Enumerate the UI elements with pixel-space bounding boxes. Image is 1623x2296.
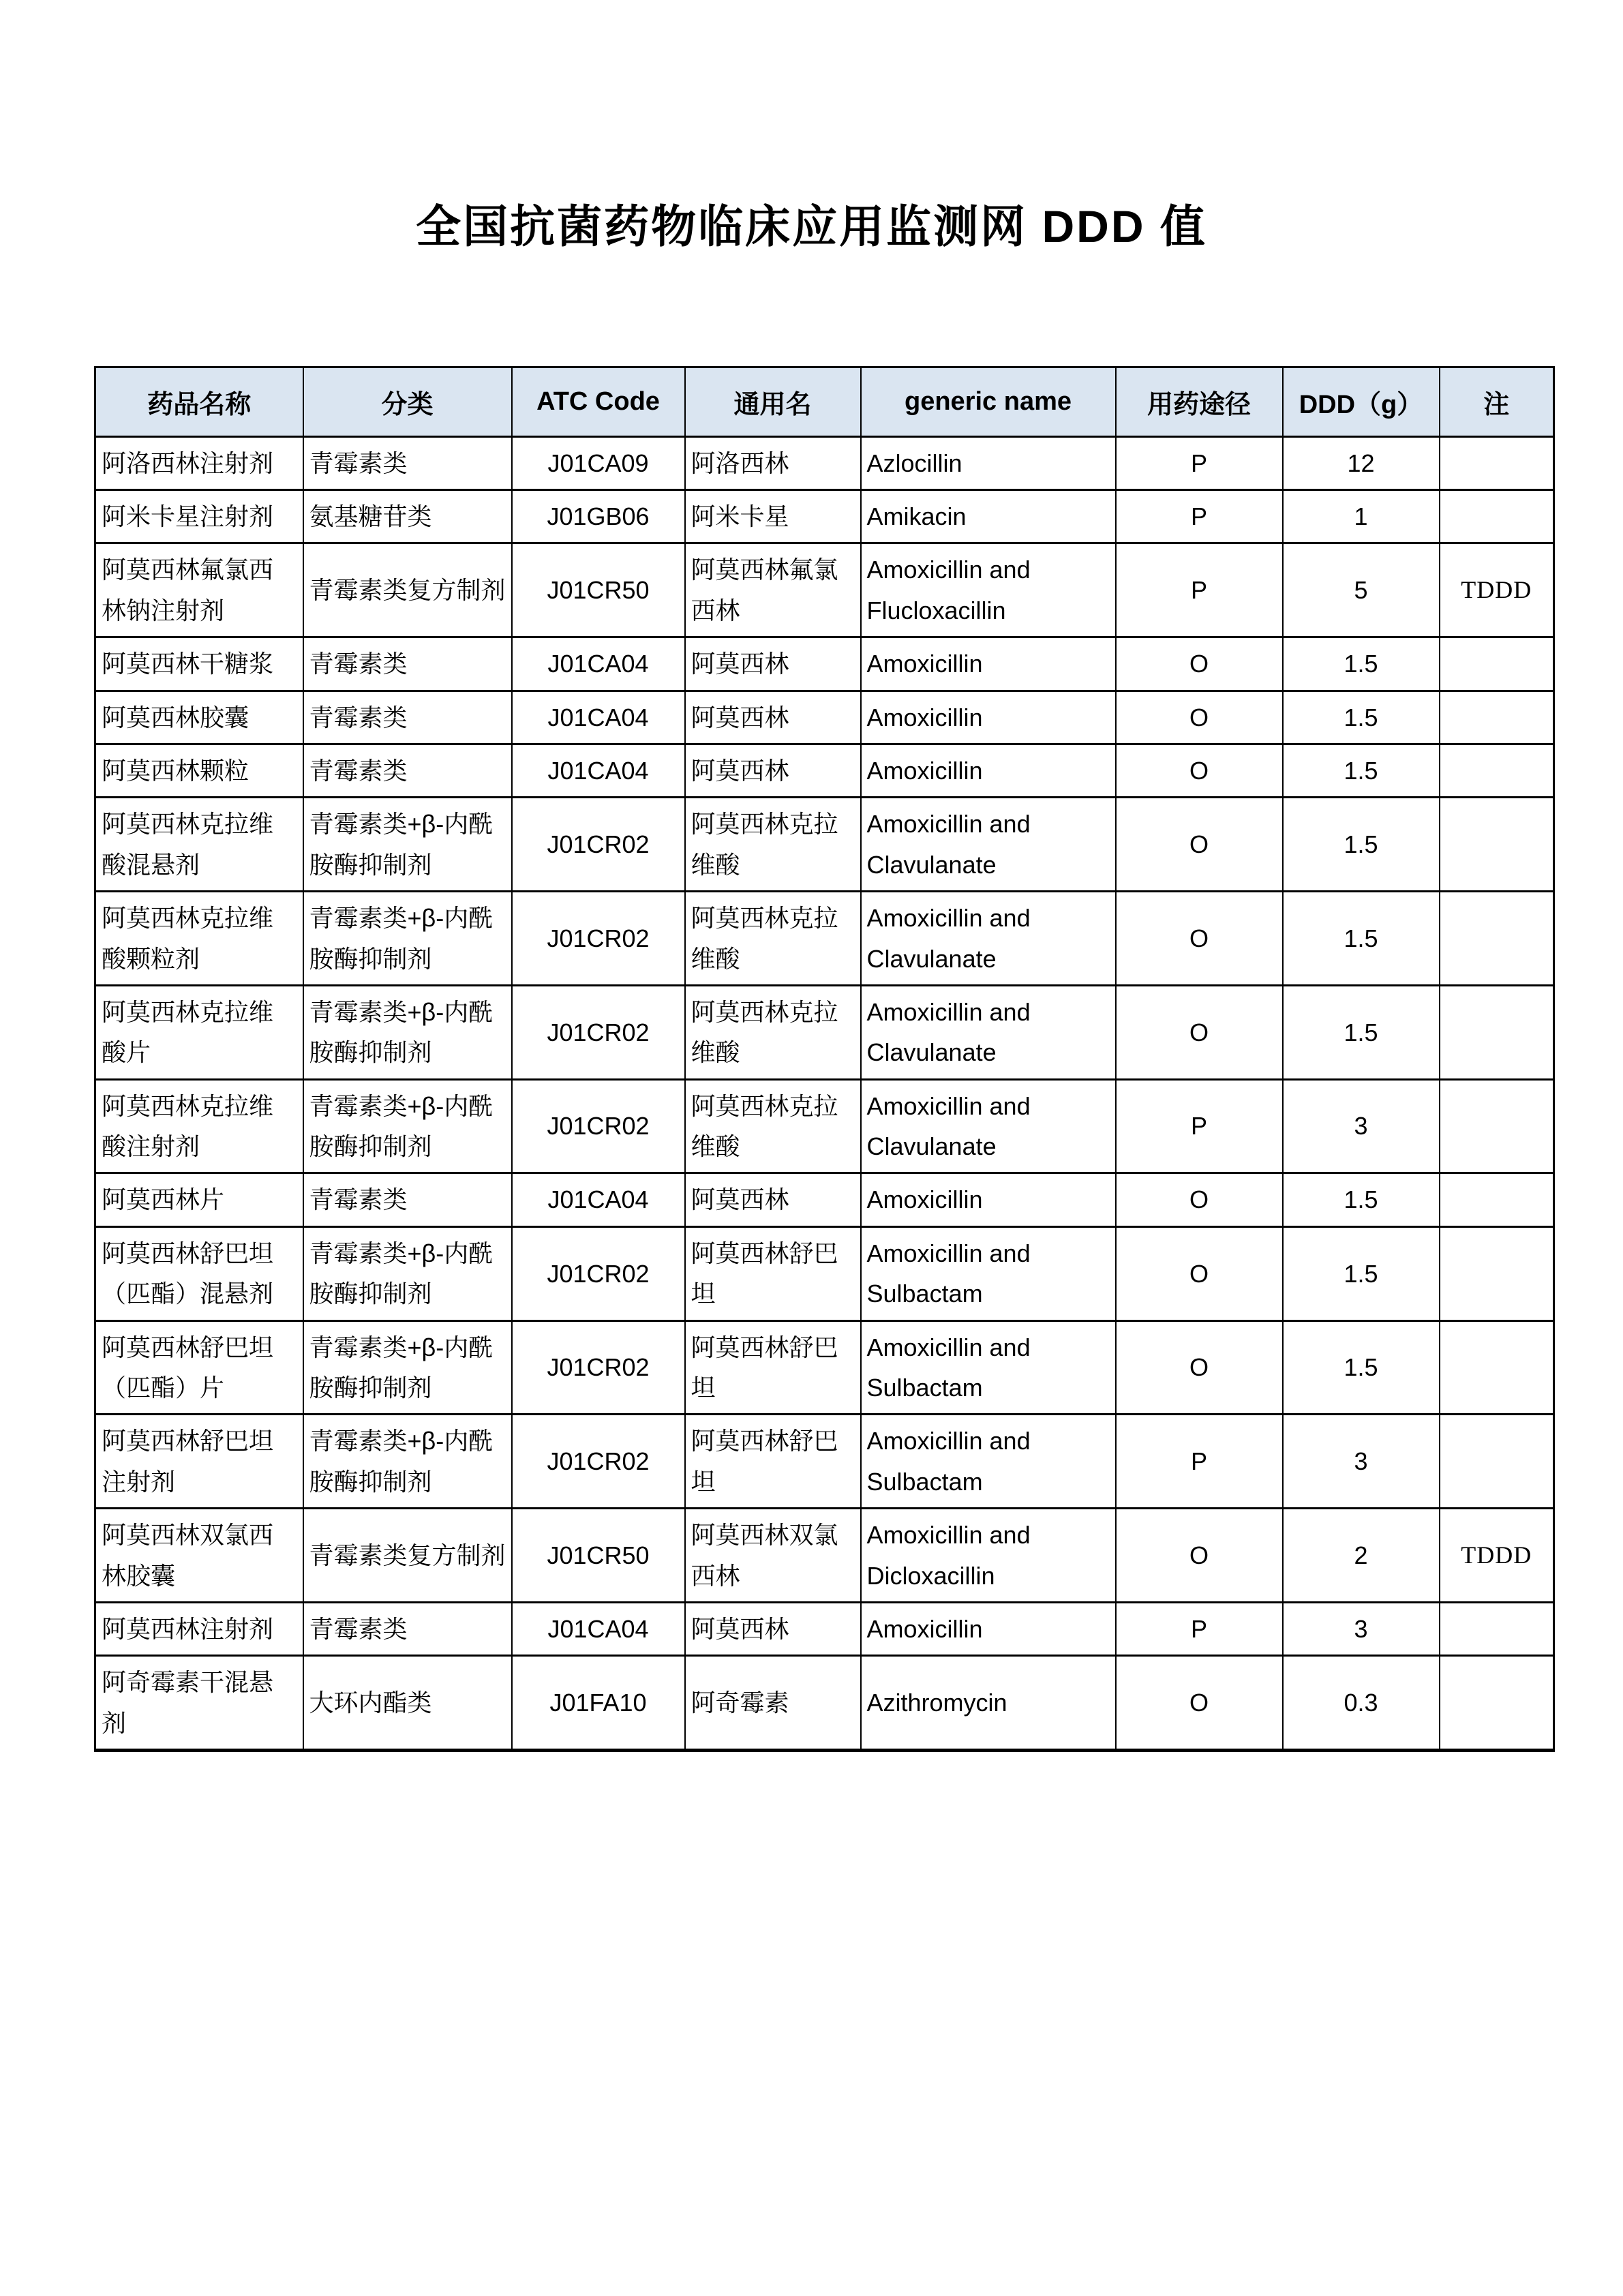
cell-ddd-value: 5 (1283, 543, 1440, 637)
cell-drug-name: 阿莫西林氟氯西林钠注射剂 (95, 543, 303, 637)
cell-common-name: 阿莫西林克拉维酸 (685, 985, 861, 1079)
cell-atc-code: J01CR02 (512, 1415, 685, 1509)
cell-class: 青霉素类+β-内酰胺酶抑制剂 (303, 1415, 512, 1509)
cell-route: P (1116, 1415, 1283, 1509)
cell-generic-name: Amoxicillin and Flucloxacillin (861, 543, 1116, 637)
table-row (95, 1656, 1554, 1751)
cell-note (1440, 489, 1554, 543)
cell-generic-name: Amoxicillin (861, 691, 1116, 744)
cell-ddd-value: 1.5 (1283, 1320, 1440, 1415)
cell-ddd-value: 1.5 (1283, 798, 1440, 892)
page-title: 全国抗菌药物临床应用监测网 DDD 值 (416, 201, 1207, 252)
cell-note (1440, 1173, 1554, 1226)
cell-note (1440, 1226, 1554, 1320)
cell-common-name: 阿莫西林舒巴坦 (685, 1226, 861, 1320)
cell-generic-name: Amikacin (861, 489, 1116, 543)
table-row (95, 1509, 1554, 1603)
cell-class: 青霉素类 (303, 1602, 512, 1655)
cell-note (1440, 1079, 1554, 1173)
cell-class: 氨基糖苷类 (303, 489, 512, 543)
cell-ddd-value: 1.5 (1283, 691, 1440, 744)
cell-route: O (1116, 1226, 1283, 1320)
column-header-drug-name: 药品名称 (95, 367, 303, 436)
table-body (95, 436, 1554, 1751)
cell-class: 大环内酯类 (303, 1656, 512, 1751)
cell-atc-code: J01CR50 (512, 1509, 685, 1603)
cell-route: O (1116, 744, 1283, 797)
cell-ddd-value: 1.5 (1283, 744, 1440, 797)
cell-note (1440, 637, 1554, 691)
cell-note (1440, 1656, 1554, 1751)
cell-atc-code: J01FA10 (512, 1656, 685, 1751)
cell-generic-name: Amoxicillin and Sulbactam (861, 1226, 1116, 1320)
cell-common-name: 阿莫西林 (685, 637, 861, 691)
table-row (95, 744, 1554, 797)
cell-note (1440, 798, 1554, 892)
cell-drug-name: 阿莫西林片 (95, 1173, 303, 1226)
cell-drug-name: 阿莫西林双氯西林胶囊 (95, 1509, 303, 1603)
cell-atc-code: J01CR02 (512, 1320, 685, 1415)
cell-class: 青霉素类+β-内酰胺酶抑制剂 (303, 1079, 512, 1173)
cell-ddd-value: 1.5 (1283, 985, 1440, 1079)
cell-ddd-value: 3 (1283, 1079, 1440, 1173)
cell-atc-code: J01GB06 (512, 489, 685, 543)
cell-atc-code: J01CR50 (512, 543, 685, 637)
cell-drug-name: 阿莫西林舒巴坦（匹酯）片 (95, 1320, 303, 1415)
cell-ddd-value: 1 (1283, 489, 1440, 543)
cell-drug-name: 阿莫西林克拉维酸片 (95, 985, 303, 1079)
cell-common-name: 阿莫西林克拉维酸 (685, 892, 861, 986)
cell-drug-name: 阿莫西林舒巴坦（匹酯）混悬剂 (95, 1226, 303, 1320)
cell-drug-name: 阿莫西林注射剂 (95, 1602, 303, 1655)
cell-common-name: 阿莫西林舒巴坦 (685, 1415, 861, 1509)
table-row (95, 1320, 1554, 1415)
cell-route: P (1116, 1079, 1283, 1173)
table-row (95, 892, 1554, 986)
table-row (95, 1226, 1554, 1320)
column-header-note: 注 (1440, 367, 1554, 436)
table-row (95, 1173, 1554, 1226)
cell-atc-code: J01CA04 (512, 637, 685, 691)
cell-route: O (1116, 1656, 1283, 1751)
cell-note: TDDD (1440, 543, 1554, 637)
cell-note (1440, 436, 1554, 489)
cell-drug-name: 阿洛西林注射剂 (95, 436, 303, 489)
cell-atc-code: J01CR02 (512, 1226, 685, 1320)
cell-note (1440, 744, 1554, 797)
cell-class: 青霉素类 (303, 744, 512, 797)
cell-note (1440, 1320, 1554, 1415)
table-row (95, 798, 1554, 892)
cell-route: P (1116, 1602, 1283, 1655)
cell-drug-name: 阿莫西林克拉维酸注射剂 (95, 1079, 303, 1173)
cell-ddd-value: 0.3 (1283, 1656, 1440, 1751)
cell-drug-name: 阿莫西林克拉维酸颗粒剂 (95, 892, 303, 986)
cell-atc-code: J01CA04 (512, 1173, 685, 1226)
table-row (95, 1415, 1554, 1509)
cell-atc-code: J01CR02 (512, 985, 685, 1079)
column-header-class: 分类 (303, 367, 512, 436)
cell-common-name: 阿莫西林 (685, 744, 861, 797)
cell-generic-name: Amoxicillin (861, 1173, 1116, 1226)
cell-ddd-value: 1.5 (1283, 1226, 1440, 1320)
cell-generic-name: Amoxicillin (861, 744, 1116, 797)
cell-route: P (1116, 489, 1283, 543)
table-row (95, 489, 1554, 543)
table-row (95, 1079, 1554, 1173)
cell-common-name: 阿米卡星 (685, 489, 861, 543)
cell-generic-name: Amoxicillin and Clavulanate (861, 985, 1116, 1079)
cell-route: O (1116, 1320, 1283, 1415)
cell-generic-name: Amoxicillin and Clavulanate (861, 798, 1116, 892)
cell-ddd-value: 12 (1283, 436, 1440, 489)
cell-atc-code: J01CR02 (512, 798, 685, 892)
column-header-common-name: 通用名 (685, 367, 861, 436)
cell-class: 青霉素类 (303, 691, 512, 744)
cell-generic-name: Amoxicillin (861, 1602, 1116, 1655)
cell-class: 青霉素类 (303, 637, 512, 691)
cell-class: 青霉素类+β-内酰胺酶抑制剂 (303, 1226, 512, 1320)
cell-note (1440, 892, 1554, 986)
cell-class: 青霉素类 (303, 1173, 512, 1226)
cell-class: 青霉素类+β-内酰胺酶抑制剂 (303, 985, 512, 1079)
table-row (95, 637, 1554, 691)
ddd-table (94, 366, 1555, 1753)
cell-generic-name: Azlocillin (861, 436, 1116, 489)
cell-drug-name: 阿莫西林胶囊 (95, 691, 303, 744)
cell-common-name: 阿莫西林 (685, 691, 861, 744)
cell-common-name: 阿莫西林舒巴坦 (685, 1320, 861, 1415)
cell-drug-name: 阿奇霉素干混悬剂 (95, 1656, 303, 1751)
cell-route: O (1116, 985, 1283, 1079)
cell-common-name: 阿洛西林 (685, 436, 861, 489)
cell-route: O (1116, 637, 1283, 691)
column-header-generic-name: generic name (861, 367, 1116, 436)
cell-generic-name: Amoxicillin (861, 637, 1116, 691)
cell-atc-code: J01CA04 (512, 1602, 685, 1655)
cell-route: P (1116, 543, 1283, 637)
cell-atc-code: J01CR02 (512, 1079, 685, 1173)
cell-class: 青霉素类+β-内酰胺酶抑制剂 (303, 892, 512, 986)
table-header-row (95, 367, 1554, 436)
cell-drug-name: 阿莫西林克拉维酸混悬剂 (95, 798, 303, 892)
cell-generic-name: Azithromycin (861, 1656, 1116, 1751)
cell-note (1440, 985, 1554, 1079)
cell-common-name: 阿莫西林 (685, 1173, 861, 1226)
cell-ddd-value: 2 (1283, 1509, 1440, 1603)
column-header-route: 用药途径 (1116, 367, 1283, 436)
cell-ddd-value: 1.5 (1283, 1173, 1440, 1226)
table-row (95, 1602, 1554, 1655)
cell-note (1440, 1415, 1554, 1509)
table-row (95, 543, 1554, 637)
cell-drug-name: 阿莫西林颗粒 (95, 744, 303, 797)
cell-ddd-value: 3 (1283, 1602, 1440, 1655)
cell-route: O (1116, 1173, 1283, 1226)
cell-ddd-value: 1.5 (1283, 892, 1440, 986)
cell-note (1440, 691, 1554, 744)
cell-route: P (1116, 436, 1283, 489)
column-header-ddd-g: DDD（g） (1283, 367, 1440, 436)
cell-drug-name: 阿莫西林舒巴坦注射剂 (95, 1415, 303, 1509)
table-row (95, 436, 1554, 489)
cell-atc-code: J01CA09 (512, 436, 685, 489)
cell-route: O (1116, 1509, 1283, 1603)
cell-atc-code: J01CA04 (512, 744, 685, 797)
cell-generic-name: Amoxicillin and Sulbactam (861, 1415, 1116, 1509)
cell-class: 青霉素类+β-内酰胺酶抑制剂 (303, 798, 512, 892)
cell-common-name: 阿莫西林克拉维酸 (685, 1079, 861, 1173)
cell-class: 青霉素类 (303, 436, 512, 489)
cell-common-name: 阿莫西林双氯西林 (685, 1509, 861, 1603)
cell-generic-name: Amoxicillin and Sulbactam (861, 1320, 1116, 1415)
cell-route: O (1116, 892, 1283, 986)
column-header-atc-code: ATC Code (512, 367, 685, 436)
cell-note: TDDD (1440, 1509, 1554, 1603)
cell-generic-name: Amoxicillin and Clavulanate (861, 892, 1116, 986)
cell-note (1440, 1602, 1554, 1655)
cell-route: O (1116, 798, 1283, 892)
cell-ddd-value: 3 (1283, 1415, 1440, 1509)
table-row (95, 691, 1554, 744)
cell-class: 青霉素类+β-内酰胺酶抑制剂 (303, 1320, 512, 1415)
cell-common-name: 阿莫西林氟氯西林 (685, 543, 861, 637)
cell-common-name: 阿莫西林克拉维酸 (685, 798, 861, 892)
cell-atc-code: J01CA04 (512, 691, 685, 744)
cell-class: 青霉素类复方制剂 (303, 1509, 512, 1603)
cell-class: 青霉素类复方制剂 (303, 543, 512, 637)
cell-common-name: 阿莫西林 (685, 1602, 861, 1655)
cell-generic-name: Amoxicillin and Dicloxacillin (861, 1509, 1116, 1603)
cell-ddd-value: 1.5 (1283, 637, 1440, 691)
cell-generic-name: Amoxicillin and Clavulanate (861, 1079, 1116, 1173)
cell-drug-name: 阿米卡星注射剂 (95, 489, 303, 543)
table-row (95, 985, 1554, 1079)
cell-drug-name: 阿莫西林干糖浆 (95, 637, 303, 691)
cell-atc-code: J01CR02 (512, 892, 685, 986)
cell-common-name: 阿奇霉素 (685, 1656, 861, 1751)
cell-route: O (1116, 691, 1283, 744)
